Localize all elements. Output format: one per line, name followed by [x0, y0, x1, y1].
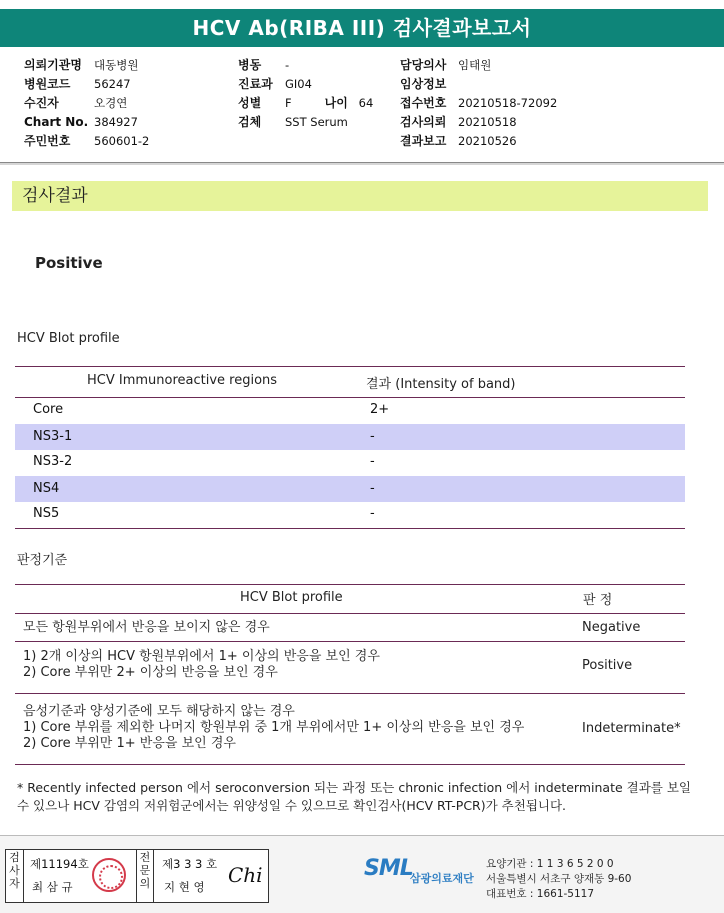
band-intensity: -	[370, 454, 375, 469]
info-label: 임상정보	[400, 77, 447, 91]
info-label: 의뢰기관명	[24, 58, 82, 72]
region-name: NS4	[33, 481, 60, 496]
info-row	[24, 75, 149, 94]
info-row	[24, 94, 149, 113]
criteria-description: 2) Core 부위만 2+ 이상의 반응을 보인 경우	[23, 665, 278, 680]
seal-stamp-icon	[92, 858, 126, 892]
table-row	[15, 501, 685, 527]
info-value: -	[285, 58, 290, 72]
info-row	[24, 56, 149, 75]
table-rule	[15, 641, 685, 642]
table-rule	[15, 528, 685, 529]
info-row	[400, 113, 557, 132]
patient-info-col3	[400, 56, 557, 151]
criteria-description: 모든 항원부위에서 반응을 보이지 않은 경우	[23, 620, 270, 635]
table-rule	[15, 693, 685, 694]
info-value: 20210518	[458, 115, 517, 129]
info-value: 오경연	[94, 96, 128, 110]
specialist-license-no: 제3 3 3 호	[162, 857, 218, 871]
criteria-description: 1) 2개 이상의 HCV 항원부위에서 1+ 이상의 반응을 보인 경우	[23, 649, 380, 664]
band-intensity: -	[370, 429, 375, 444]
org-phone: 대표번호 : 1661-5117	[486, 888, 595, 900]
info-value: 대동병원	[94, 58, 139, 72]
info-row	[238, 75, 373, 94]
criteria-judgement: Indeterminate*	[582, 721, 681, 736]
footnote-line: * Recently infected person 에서 seroconversion 되는 과정 또는 chronic infection 에서 indeterminate 결과를 보일	[17, 780, 691, 795]
tester-license-no: 제11194호	[30, 857, 89, 871]
org-code: 요양기관 : 1 1 3 6 5 2 0 0	[486, 858, 614, 870]
criteria-description: 2) Core 부위만 1+ 반응을 보인 경우	[23, 736, 236, 751]
criteria-description: 음성기준과 양성기준에 모두 해당하지 않는 경우	[23, 704, 295, 719]
org-address: 서울특별시 서초구 양재동 9-60	[486, 873, 632, 885]
info-row	[238, 94, 373, 113]
info-value: 임태원	[458, 58, 492, 72]
table-row	[15, 424, 685, 450]
patient-info-col1	[24, 56, 149, 151]
info-row	[238, 56, 373, 75]
footnote-line: 수 있으나 HCV 감염의 저위험군에서는 위양성일 수 있으므로 확인검사(HCV RT-PCR)가 추천됩니다.	[17, 798, 567, 813]
band-intensity: -	[370, 506, 375, 521]
footnote	[17, 779, 697, 815]
criteria-header-profile: HCV Blot profile	[240, 590, 343, 605]
sml-logo	[364, 856, 474, 885]
info-label: 주민번호	[24, 134, 71, 148]
info-row	[24, 113, 149, 132]
info-label: 담당의사	[400, 58, 447, 72]
info-row	[400, 132, 557, 151]
criteria-row-negative	[15, 620, 685, 636]
info-value: 20210518-72092	[458, 96, 558, 110]
region-name: NS3-1	[33, 429, 73, 444]
criteria-row-indeterminate	[15, 704, 685, 754]
column-header-intensity: 결과 (Intensity of band)	[366, 377, 516, 392]
info-row	[238, 113, 373, 132]
column-header-regions: HCV Immunoreactive regions	[87, 373, 278, 388]
results-section-title: 검사결과	[12, 181, 708, 211]
table-rule	[15, 764, 685, 765]
info-label: 수진자	[24, 96, 59, 110]
band-intensity: 2+	[370, 402, 390, 417]
report-title: HCV Ab(RIBA III) 검사결과보고서	[0, 9, 724, 47]
specialist-label: 전문의	[136, 850, 154, 902]
info-label: 검체	[238, 115, 262, 129]
info-value: 56247	[94, 77, 131, 91]
band-intensity: -	[370, 481, 375, 496]
age-label: 나이	[324, 96, 348, 110]
specialist-name: 지 현 영	[164, 880, 205, 894]
result-value: Positive	[35, 254, 103, 272]
age-value: 64	[358, 96, 374, 110]
info-label: Chart No.	[24, 115, 89, 129]
criteria-header-judgement: 판 정	[583, 593, 613, 608]
criteria-judgement: Positive	[582, 658, 633, 673]
table-row	[15, 397, 685, 423]
signature-box	[5, 849, 269, 903]
info-row	[24, 132, 149, 151]
table-rule	[15, 584, 685, 585]
organization-name: 삼광의료재단	[410, 872, 474, 885]
blot-profile-title: HCV Blot profile	[17, 331, 120, 346]
region-name: NS5	[33, 506, 60, 521]
table-rule	[15, 613, 685, 614]
info-row	[400, 56, 557, 75]
info-label: 성별	[238, 96, 262, 110]
header-divider	[0, 162, 724, 165]
table-row	[15, 449, 685, 475]
info-value: 560601-2	[94, 134, 150, 148]
tester-name: 최 삼 규	[32, 880, 73, 894]
info-row	[400, 94, 557, 113]
info-label: 병원코드	[24, 77, 71, 91]
criteria-judgement: Negative	[582, 620, 641, 635]
criteria-description: 1) Core 부위를 제외한 나머지 항원부위 중 1개 부위에서만 1+ 이상의 반응을 보인 경우	[23, 720, 525, 735]
logo-text: SML	[364, 856, 413, 881]
organization-info	[486, 857, 631, 902]
tester-label: 검사자	[6, 850, 24, 902]
table-rule	[15, 366, 685, 367]
info-label: 결과보고	[400, 134, 447, 148]
info-label: 검사의뢰	[400, 115, 447, 129]
info-label: 병동	[238, 58, 262, 72]
signature-scribble: Chi	[228, 863, 263, 887]
region-name: NS3-2	[33, 454, 73, 469]
criteria-row-positive	[15, 649, 685, 683]
patient-info-col2	[238, 56, 373, 132]
info-value: F	[285, 96, 292, 110]
criteria-title: 판정기준	[17, 553, 68, 568]
info-value: 384927	[94, 115, 138, 129]
info-value: SST Serum	[285, 115, 348, 129]
info-value: 20210526	[458, 134, 517, 148]
info-row	[400, 75, 557, 94]
table-row	[15, 476, 685, 502]
region-name: Core	[33, 402, 64, 417]
info-label: 접수번호	[400, 96, 447, 110]
info-value: GI04	[285, 77, 312, 91]
info-label: 진료과	[238, 77, 273, 91]
